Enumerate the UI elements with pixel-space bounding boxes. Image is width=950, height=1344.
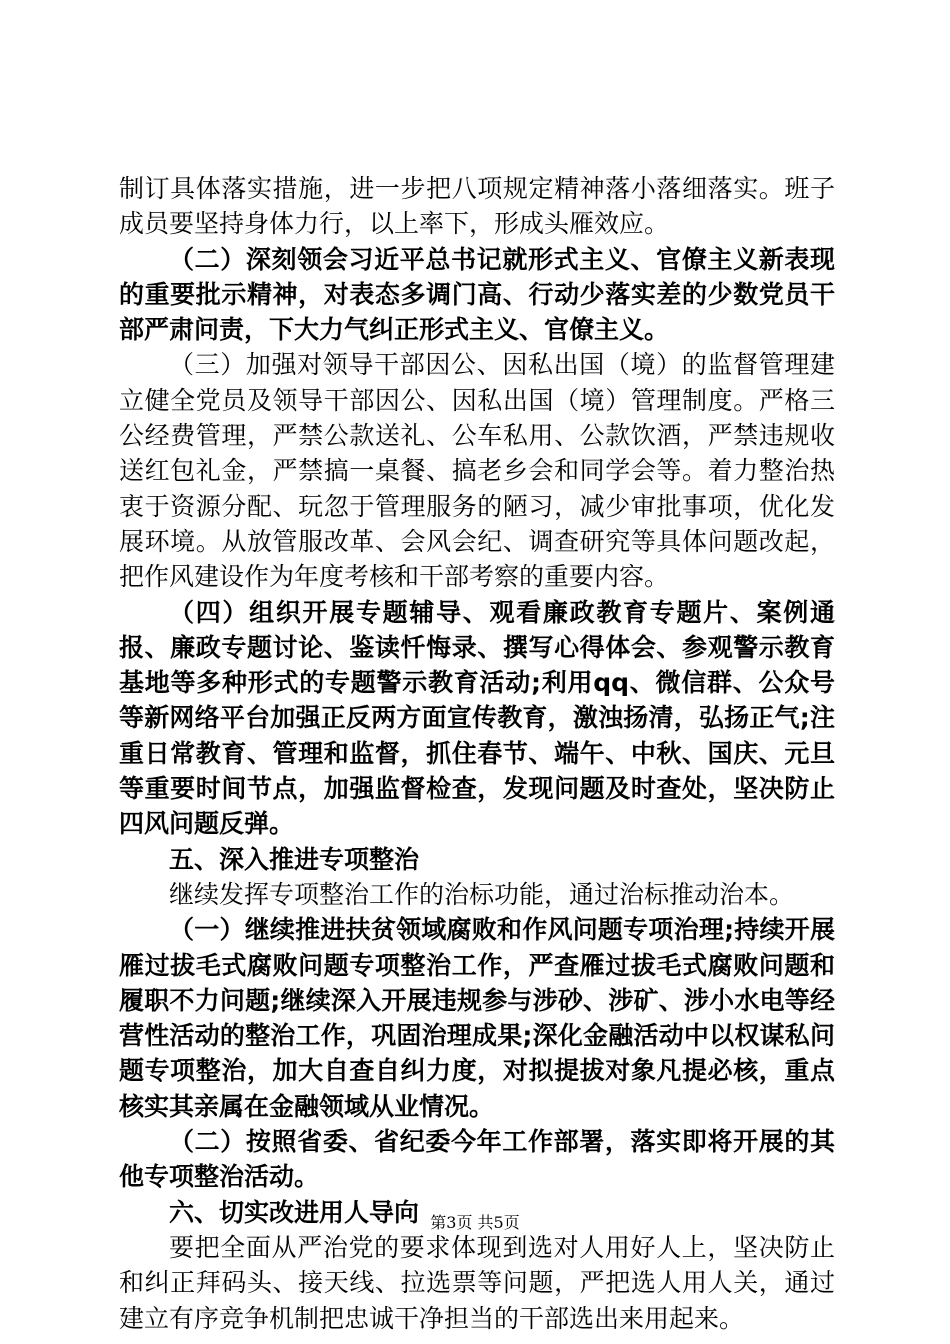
section-heading-6: 六、切实改进用人导向	[169, 1197, 420, 1227]
paragraph-4: （四）组织开展专题辅导、观看廉政教育专题片、案例通报、廉政专题讨论、鉴读忏悔录、撰写心得体会、参观警示教育基地等多种形式的专题警示教育活动;利用qq、微信群、公众号等新网络平台加强正反两方面宣传教育，激浊扬清，弘扬正气;注重日常教育、管理和监督，抓住春节、端午、中秋、国庆、元旦等重要时间节点，加强监督检查，发现问题及时查处，坚决防止四风问题反弹。	[119, 597, 835, 839]
paragraph-6: 继续发挥专项整治工作的治标功能，通过治标推动治本。	[169, 879, 795, 909]
paragraph-7: （一）继续推进扶贫领域腐败和作风问题专项治理;持续开展雁过拔毛式腐败问题专项整治工作，严查雁过拔毛式腐败问题和履职不力问题;继续深入开展违规参与涉砂、涉矿、涉小水电等经营性活动的整治工作，巩固治理成果;深化金融活动中以权谋私问题专项整治，加大自查自纠力度，对拟提拔对象凡提必核，重点核实其亲属在金融领域从业情况。	[119, 915, 835, 1121]
paragraph-3: （三）加强对领导干部因公、因私出国（境）的监督管理建立健全党员及领导干部因公、因私出国（境）管理制度。严格三公经费管理，严禁公款送礼、公车私用、公款饮酒，严禁违规收送红包礼金，严禁搞一桌餐、搞老乡会和同学会等。着力整治热衷于资源分配、玩忽于管理服务的陋习，减少审批事项，优化发展环境。从放管服改革、会风会纪、调查研究等具体问题改起，把作风建设作为年度考核和干部考察的重要内容。	[119, 350, 835, 592]
paragraph-10: 要把全面从严治党的要求体现到选对人用好人上，坚决防止和纠正拜码头、接天线、拉选票等问题，严把选人用人关，通过建立有序竞争机制把忠诚干净担当的干部选出来用起来。	[119, 1232, 835, 1333]
paragraph-8: （二）按照省委、省纪委今年工作部署，落实即将开展的其他专项整治活动。	[119, 1127, 835, 1192]
paragraph-1: 制订具体落实措施，进一步把八项规定精神落小落细落实。班子成员要坚持身体力行，以上率下，形成头雁效应。	[119, 174, 835, 239]
document-body	[119, 171, 835, 1336]
page-number-footer: 第3页 共5页	[430, 1213, 520, 1232]
section-heading-5: 五、深入推进专项整治	[169, 844, 420, 874]
paragraph-2: （二）深刻领会习近平总书记就形式主义、官僚主义新表现的重要批示精神，对表态多调门高、行动少落实差的少数党员干部严肃问责，下大力气纠正形式主义、官僚主义。	[119, 244, 835, 345]
